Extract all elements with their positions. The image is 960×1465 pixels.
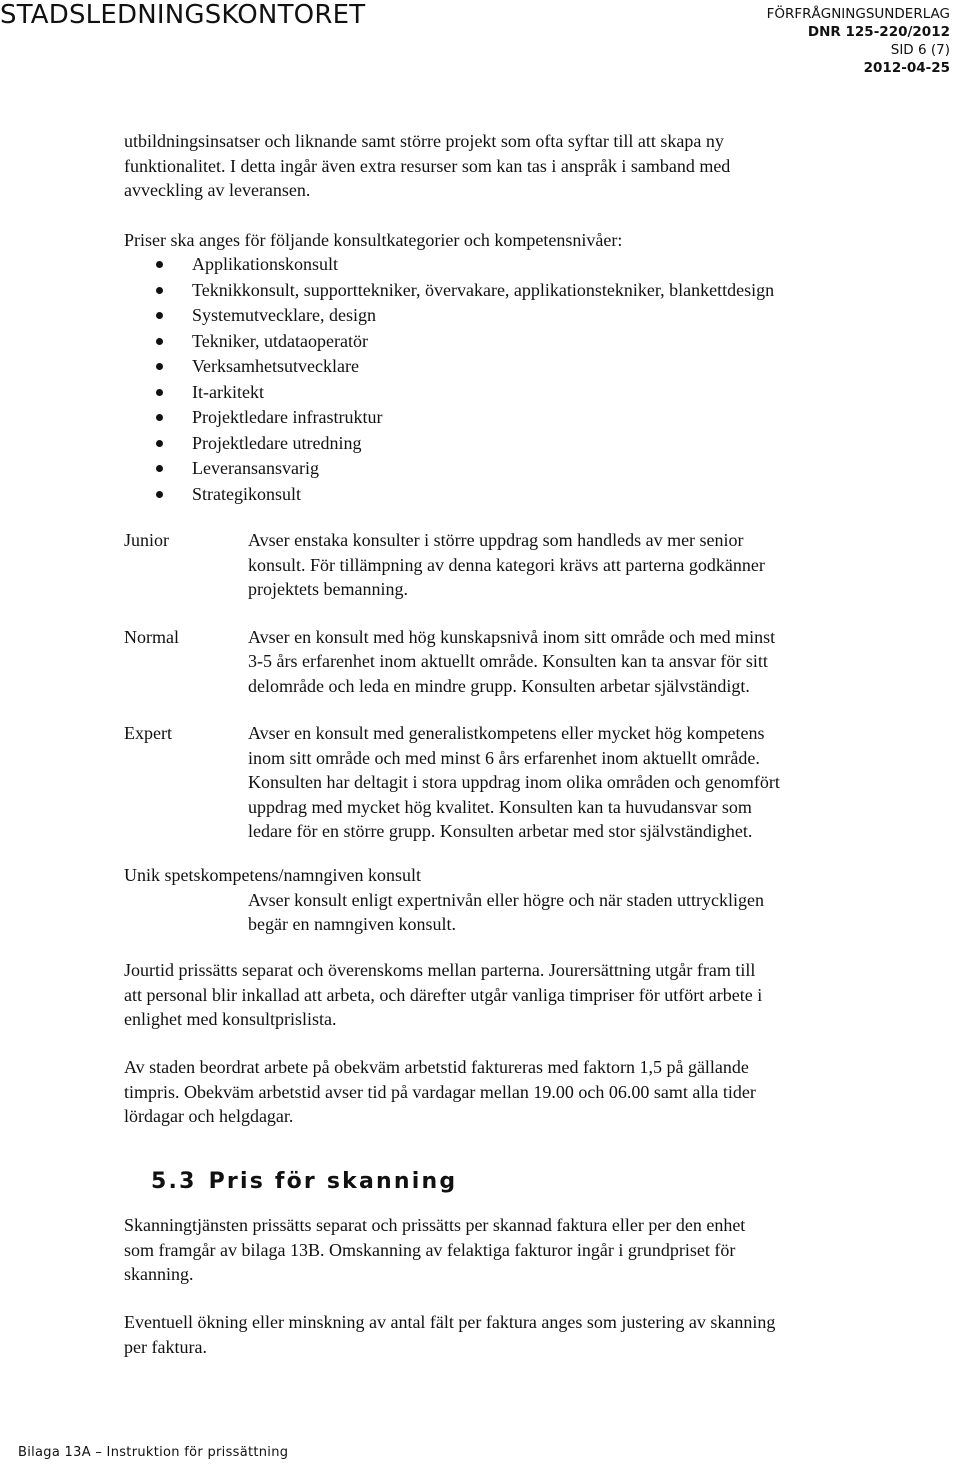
text-line: inom sitt område och med minst 6 års erfarenhet inom aktuellt område. — [248, 747, 760, 768]
category-list — [124, 252, 774, 507]
text-line: Avser en konsult med hög kunskapsnivå inom sitt område och med minst — [248, 626, 776, 647]
bullet-icon — [156, 414, 163, 421]
text-line: funktionalitet. I detta ingår även extra resurser som kan tas i anspråk i samband med — [124, 155, 731, 176]
bullet-icon — [156, 338, 163, 345]
text-line: Avser enstaka konsulter i större uppdrag som handleds av mer senior — [248, 530, 744, 550]
bullet-icon — [156, 287, 163, 294]
level-junior — [124, 528, 904, 602]
skanning-paragraph-1 — [124, 1213, 745, 1287]
level-description — [248, 721, 888, 844]
level-description — [248, 625, 888, 699]
text-line: konsult. För tillämpning av denna kategori krävs att parterna godkänner — [248, 554, 765, 575]
text-line: projektets bemanning. — [248, 579, 408, 599]
intro-paragraph — [124, 129, 730, 203]
list-item-label: Teknikkonsult, supporttekniker, övervakare, applikationstekniker, blankettdesign — [192, 279, 775, 300]
text-line: enlighet med konsultprislista. — [124, 1009, 337, 1029]
text-line: att personal blir inkallad att arbeta, och därefter utgår vanliga timpriser för utfört arbete i — [124, 984, 763, 1005]
list-item — [124, 456, 774, 482]
text-line: delområde och leda en mindre grupp. Konsulten arbetar självständigt. — [248, 675, 750, 696]
list-item — [124, 482, 774, 508]
priser-intro: Priser ska anges för följande konsultkategorier och kompetensnivåer: — [124, 230, 623, 250]
list-item — [124, 252, 774, 278]
page-footer: Bilaga 13A – Instruktion för prissättning — [18, 1445, 289, 1460]
text-line: skanning. — [124, 1264, 194, 1284]
level-description — [248, 528, 888, 602]
section-title: Pris för skanning — [208, 1169, 458, 1194]
text-line: Skanningtjänsten prissätts separat och prissätts per skannad faktura eller per den enhet — [124, 1215, 746, 1235]
bullet-icon — [156, 440, 163, 447]
competence-levels — [124, 528, 904, 867]
skanning-paragraph-2 — [124, 1310, 775, 1359]
list-item-label: Projektledare infrastruktur — [192, 407, 383, 427]
list-item-label: Applikationskonsult — [192, 254, 339, 274]
list-item-label: Tekniker, utdataoperatör — [192, 330, 368, 351]
text-line: begär en namngiven konsult. — [248, 914, 456, 934]
text-line: ledare för en större grupp. Konsulten arbetar med stor självständighet. — [248, 821, 753, 841]
document-type: FÖRFRÅGNINGSUNDERLAG — [766, 6, 950, 22]
obekvam-paragraph — [124, 1055, 756, 1129]
list-item — [124, 329, 774, 355]
document-dnr: DNR 125-220/2012 — [807, 24, 950, 40]
section-number: 5.3 — [151, 1169, 197, 1194]
bullet-icon — [156, 465, 163, 472]
level-expert — [124, 721, 904, 844]
level-term: Expert — [124, 723, 172, 743]
bullet-icon — [156, 389, 163, 396]
text-line: Av staden beordrat arbete på obekväm arbetstid faktureras med faktorn 1,5 på gällande — [124, 1057, 749, 1077]
organization-name: STADSLEDNINGSKONTORET — [0, 0, 366, 30]
text-line: timpris. Obekväm arbetstid avser tid på vardagar mellan 19.00 och 06.00 samt alla tider — [124, 1081, 756, 1102]
text-line: Konsulten har deltagit i stora uppdrag inom olika områden och genomfört — [248, 772, 780, 792]
level-normal — [124, 625, 904, 699]
list-item-label: It-arkitekt — [192, 381, 264, 402]
bullet-icon — [156, 312, 163, 319]
list-item-label: Systemutvecklare, design — [192, 305, 376, 325]
list-item — [124, 303, 774, 329]
level-term: Junior — [124, 530, 169, 550]
page-number: SID 6 (7) — [890, 42, 950, 58]
list-item — [124, 405, 774, 431]
text-line: utbildningsinsatser och liknande samt större projekt som ofta syftar till att skapa ny — [124, 131, 724, 151]
text-line: per faktura. — [124, 1336, 207, 1357]
text-line: uppdrag med mycket hög kvalitet. Konsulten kan ta huvudansvar som — [248, 796, 752, 817]
level-term: Normal — [124, 626, 179, 647]
list-item-label: Leveransansvarig — [192, 458, 319, 478]
level-unik — [124, 863, 764, 937]
list-item — [124, 278, 774, 304]
text-line: Jourtid prissätts separat och överenskoms mellan parterna. Jourersättning utgår fram till — [124, 960, 756, 980]
list-item — [124, 354, 774, 380]
text-line: avveckling av leveransen. — [124, 180, 311, 200]
bullet-icon — [156, 491, 163, 498]
level-term: Unik spetskompetens/namngiven konsult — [124, 865, 421, 885]
bullet-icon — [156, 363, 163, 370]
text-line: Avser konsult enligt expertnivån eller högre och när staden uttryckligen — [248, 889, 765, 910]
text-line: Eventuell ökning eller minskning av antal fält per faktura anges som justering av skanning — [124, 1312, 776, 1332]
text-line: Avser en konsult med generalistkompetens eller mycket hög kompetens — [248, 723, 765, 743]
list-item — [124, 380, 774, 406]
list-item — [124, 431, 774, 457]
list-item-label: Verksamhetsutvecklare — [192, 356, 359, 376]
level-description — [124, 888, 764, 937]
jourtid-paragraph — [124, 958, 762, 1032]
text-line: lördagar och helgdagar. — [124, 1106, 294, 1126]
bullet-icon — [156, 261, 163, 268]
document-date: 2012-04-25 — [863, 60, 950, 76]
section-heading — [151, 1170, 457, 1195]
list-item-label: Strategikonsult — [192, 483, 301, 504]
document-meta — [767, 5, 950, 77]
text-line: som framgår av bilaga 13B. Omskanning av felaktiga fakturor ingår i grundpriset för — [124, 1239, 736, 1260]
list-item-label: Projektledare utredning — [192, 432, 362, 453]
text-line: 3-5 års erfarenhet inom aktuellt område. Konsulten kan ta ansvar för sitt — [248, 651, 768, 671]
